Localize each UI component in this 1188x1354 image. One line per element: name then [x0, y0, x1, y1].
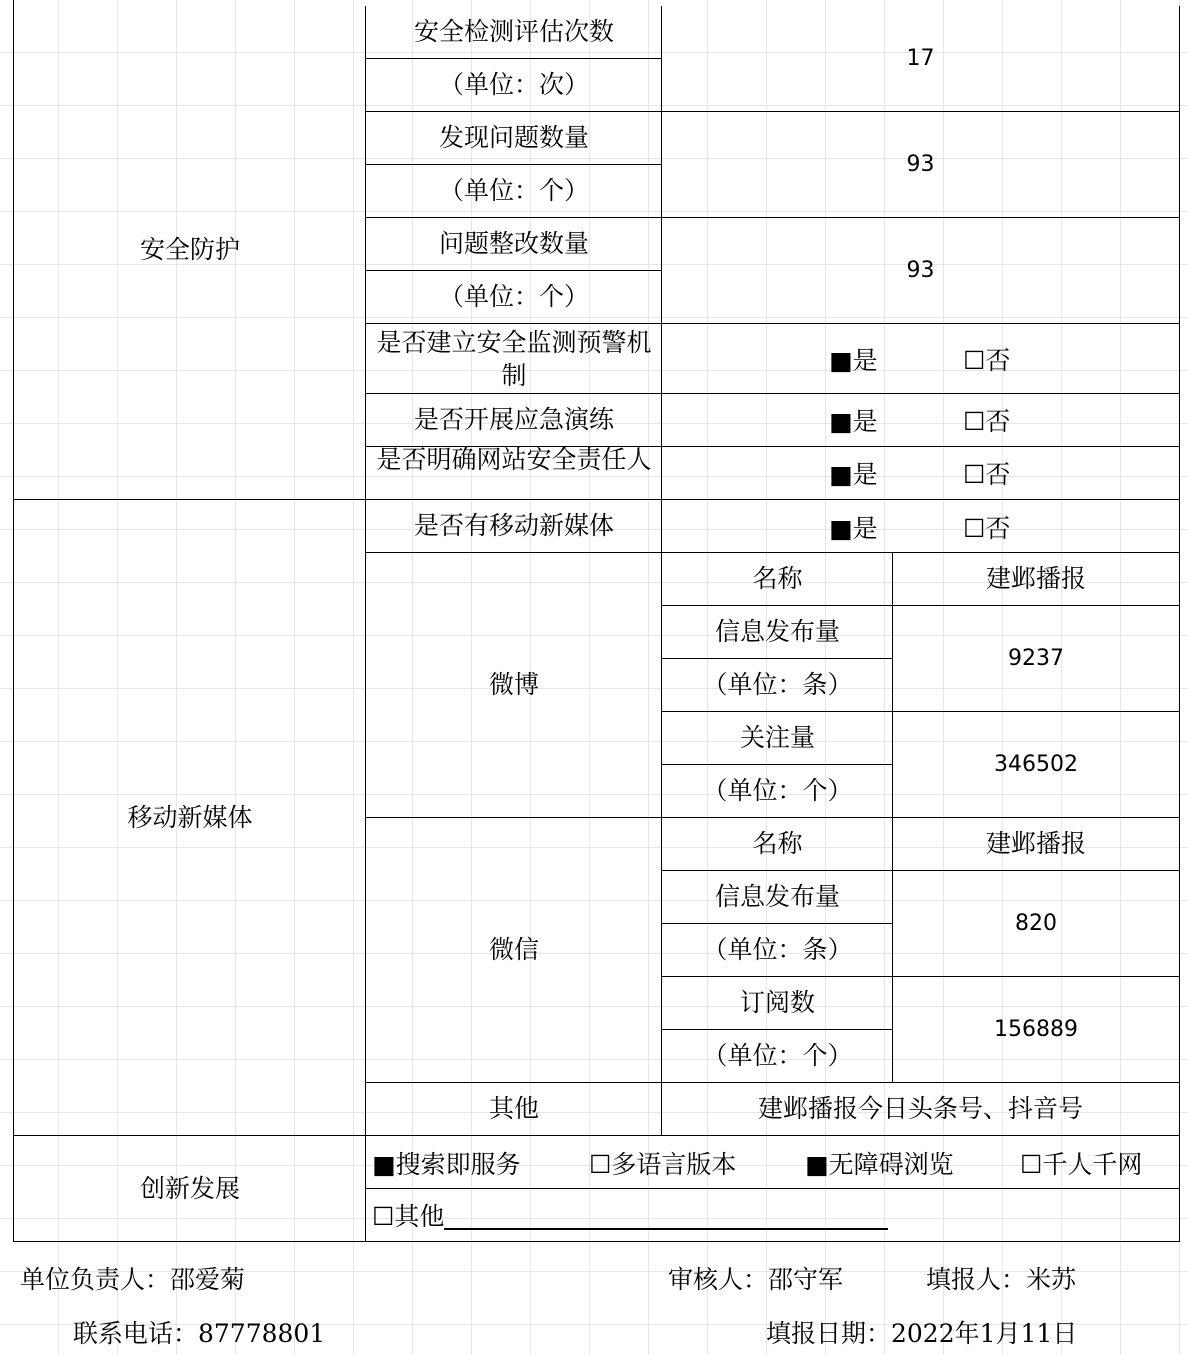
- option-search-service[interactable]: ■搜索即服务: [372, 1150, 521, 1179]
- innovation-section-label: 创新发展: [13, 1136, 366, 1242]
- weibo-posts-unit: （单位：条）: [661, 659, 893, 712]
- issues-found-unit: （单位：个）: [365, 165, 662, 218]
- weibo-name-value: 建邺播报: [892, 553, 1180, 606]
- responsible-no[interactable]: ☐否: [963, 460, 1011, 489]
- drill-label: 是否开展应急演练: [365, 394, 662, 447]
- wechat-subs-unit: （单位：个）: [661, 1030, 893, 1083]
- other-underline[interactable]: [444, 1200, 888, 1230]
- reviewer: 审核人：邵守军: [668, 1265, 844, 1294]
- weibo-followers-unit: （单位：个）: [661, 765, 893, 818]
- issues-fixed-label: 问题整改数量: [365, 218, 662, 271]
- weibo-name-label: 名称: [661, 553, 893, 606]
- media-section-label: 移动新媒体: [13, 500, 366, 1136]
- assessments-value: 17: [661, 6, 1180, 112]
- wechat-subs-label: 订阅数: [661, 977, 893, 1030]
- monitoring-choice: [661, 324, 1180, 394]
- wechat-name-value: 建邺播报: [892, 818, 1180, 871]
- unit-head: 单位负责人：邵爱菊: [20, 1265, 246, 1294]
- monitoring-label: 是否建立安全监测预警机制: [365, 324, 662, 394]
- has-media-no[interactable]: ☐否: [963, 514, 1011, 543]
- weibo-followers-label: 关注量: [661, 712, 893, 765]
- assessments-label: 安全检测评估次数: [365, 6, 662, 59]
- filler: 填报人：米苏: [926, 1265, 1077, 1294]
- weibo-label: 微博: [365, 553, 662, 818]
- assessments-unit: （单位：次）: [365, 59, 662, 112]
- other-label: 其他: [365, 1083, 662, 1136]
- other-value: 建邺播报今日头条号、抖音号: [661, 1083, 1180, 1136]
- responsible-label: 是否明确网站安全责任人: [365, 447, 662, 500]
- wechat-label: 微信: [365, 818, 662, 1083]
- option-multilingual[interactable]: ☐多语言版本: [589, 1150, 737, 1179]
- responsible-yes[interactable]: ■是: [829, 460, 878, 489]
- weibo-posts-value: 9237: [892, 606, 1180, 712]
- drill-choice: [661, 394, 1180, 447]
- wechat-subs-value: 156889: [892, 977, 1180, 1083]
- responsible-choice: [661, 447, 1180, 500]
- monitoring-no[interactable]: ☐否: [963, 346, 1011, 375]
- drill-yes[interactable]: ■是: [829, 407, 878, 436]
- security-section-label: 安全防护: [13, 0, 366, 500]
- issues-found-label: 发现问题数量: [365, 112, 662, 165]
- weibo-posts-label: 信息发布量: [661, 606, 893, 659]
- wechat-posts-unit: （单位：条）: [661, 924, 893, 977]
- issues-fixed-value: 93: [661, 218, 1180, 324]
- issues-found-value: 93: [661, 112, 1180, 218]
- monitoring-yes[interactable]: ■是: [829, 346, 878, 375]
- wechat-posts-value: 820: [892, 871, 1180, 977]
- has-media-yes[interactable]: ■是: [829, 514, 878, 543]
- drill-no[interactable]: ☐否: [963, 407, 1011, 436]
- has-media-label: 是否有移动新媒体: [365, 500, 662, 553]
- issues-fixed-unit: （单位：个）: [365, 271, 662, 324]
- option-accessibility[interactable]: ■无障碍浏览: [805, 1150, 954, 1179]
- option-other[interactable]: ☐其他: [372, 1199, 888, 1231]
- fill-date: 填报日期：2022年1月11日: [766, 1319, 1078, 1348]
- option-personalized[interactable]: ☐千人千网: [1020, 1150, 1143, 1179]
- wechat-name-label: 名称: [661, 818, 893, 871]
- has-media-choice: [661, 500, 1180, 553]
- weibo-followers-value: 346502: [892, 712, 1180, 818]
- wechat-posts-label: 信息发布量: [661, 871, 893, 924]
- contact-phone: 联系电话：87778801: [73, 1319, 326, 1348]
